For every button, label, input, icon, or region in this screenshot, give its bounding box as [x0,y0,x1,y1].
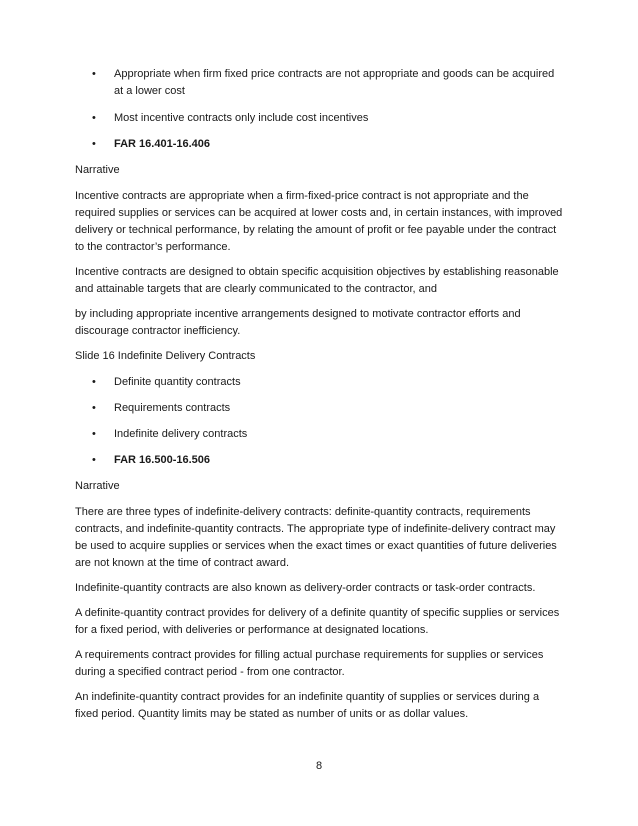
list-item-text: Most incentive contracts only include cost incentives [114,112,369,124]
list-item-text: Definite quantity contracts [114,376,241,388]
paragraph: A requirements contract provides for filling actual purchase requirements for supplies or services during a specified contract period - from one contractor. [75,649,544,678]
paragraph: Indefinite-quantity contracts are also known as delivery-order contracts or task-order contracts. [75,582,536,594]
bullet-icon: • [92,68,96,80]
paragraph: A definite-quantity contract provides for delivery of a definite quantity of specific supplies or services for a fixed period, with deliveries or performance at designated locations. [75,607,560,636]
list-item [75,136,564,153]
list-item [75,426,564,443]
page-number: 8 [315,760,323,772]
bullet-icon: • [92,376,96,388]
list-item [75,400,564,417]
narrative-label: Narrative [75,164,120,176]
indefinite-delivery-bullet-list [75,374,564,469]
list-item [75,66,564,100]
list-item [75,110,564,127]
paragraph: There are three types of indefinite-delivery contracts: definite-quantity contracts, requirements contracts, and indefinite-quantity contracts. The appropriate type of indefinite-delivery contract may be used to acquire supplies or services when the exact times or exact quantities of future deliveries are not known at the time of contract award. [75,506,557,569]
paragraph: by including appropriate incentive arrangements designed to motivate contractor efforts and discourage contractor inefficiency. [75,308,521,337]
list-item [75,452,564,469]
bullet-icon: • [92,454,96,466]
list-item-text: Indefinite delivery contracts [114,428,248,440]
bullet-icon: • [92,402,96,414]
far-reference: FAR 16.500-16.506 [114,454,211,466]
bullet-icon: • [92,112,96,124]
bullet-icon: • [92,428,96,440]
far-reference: FAR 16.401-16.406 [114,138,211,150]
narrative-label: Narrative [75,480,120,492]
list-item [75,374,564,391]
bullet-icon: • [92,138,96,150]
list-item-text: Appropriate when firm fixed price contracts are not appropriate and goods can be acquired at a lower cost [114,68,555,97]
incentive-bullet-list [75,66,564,153]
paragraph: An indefinite-quantity contract provides for an indefinite quantity of supplies or services during a fixed period. Quantity limits may be stated as number of units or as dollar values. [75,691,540,720]
paragraph: Incentive contracts are appropriate when a firm-fixed-price contract is not appropriate and the required supplies or services can be acquired at lower costs and, in certain instances, with improved delivery or technical performance, by relating the amount of profit or fee payable under the contract to the contractor’s performance. [75,190,563,253]
list-item-text: Requirements contracts [114,402,231,414]
slide-heading: Slide 16 Indefinite Delivery Contracts [75,350,256,362]
paragraph: Incentive contracts are designed to obtain specific acquisition objectives by establishing reasonable and attainable targets that are clearly communicated to the contractor, and [75,266,559,295]
